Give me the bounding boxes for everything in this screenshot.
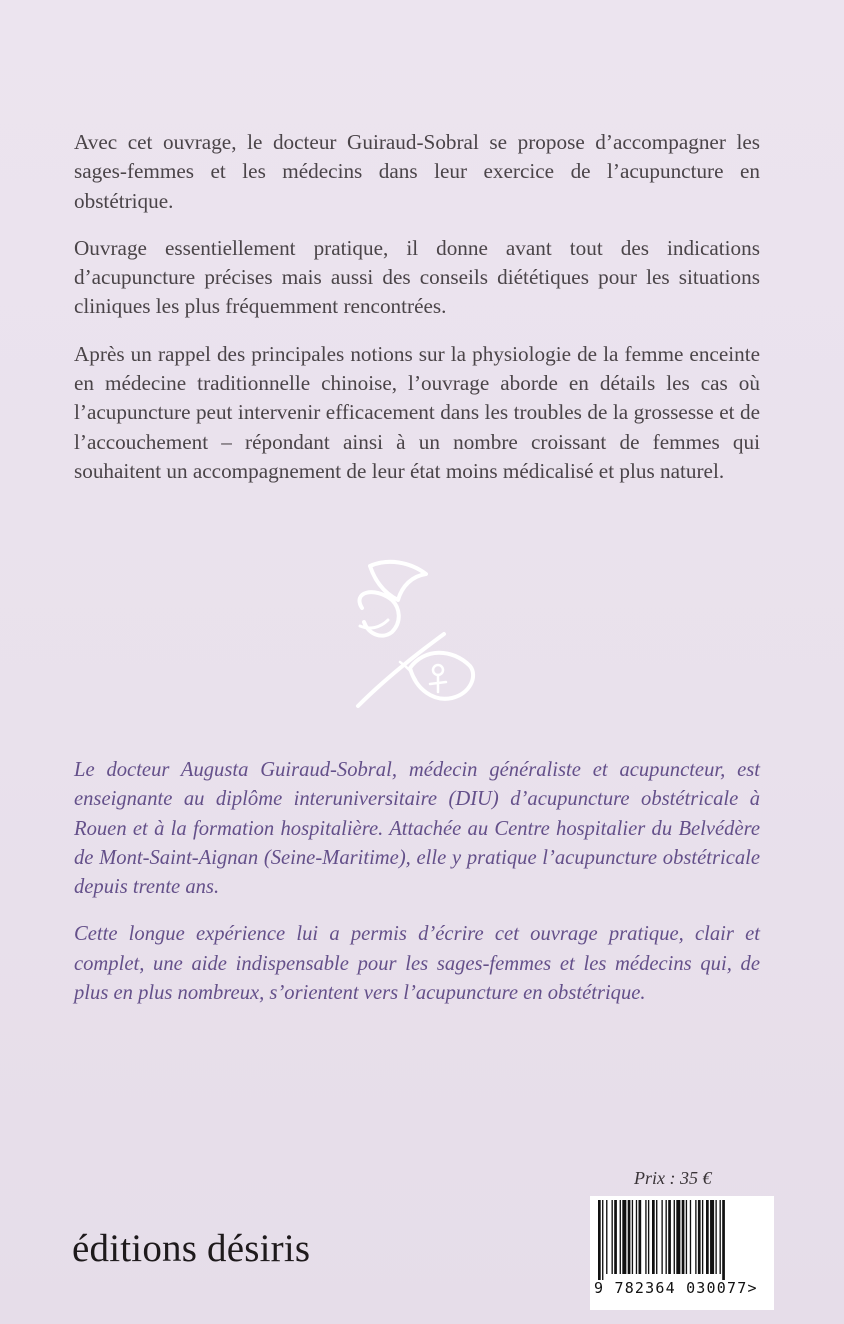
blurb-paragraph-1: Avec cet ouvrage, le docteur Guiraud-Sobral se propose d’accompagner les sages-femmes et les médecins dans leur exercice de l’acupuncture en obstétrique. (74, 130, 760, 213)
blurb-paragraph-2: Ouvrage essentiellement pratique, il donne avant tout des indications d’acupuncture précises mais aussi des conseils diététiques pour les situations cliniques les plus fréquemment rencontrées. (74, 235, 760, 319)
isbn-suffix: > (747, 1279, 758, 1297)
butterfly-flower-icon (340, 556, 490, 722)
bio-paragraph-2: Cette longue expérience lui a permis d’écrire cet ouvrage pratique, clair et complet, une aide indispensable pour les sages-femmes et les médecins qui, de plus en plus nombreux, s’orientent vers l’acupuncture en obstétrique. (74, 923, 760, 1005)
isbn-number (594, 1279, 770, 1297)
bio-paragraph-1: Le docteur Augusta Guiraud-Sobral, médecin généraliste et acupuncteur, est enseignante au diplôme interuniversitaire (DIU) d’acupuncture obstétricale à Rouen et à la formation hospitalière. Attachée au Centre hospitalier du Belvédère de Mont-Saint-Aignan (Seine-Maritime), elle y pratique l’acupuncture obstétricale depuis trente ans. (74, 759, 760, 899)
isbn-digits: 9 782364 030077 (594, 1279, 748, 1297)
blurb-paragraph-3: Après un rappel des principales notions sur la physiologie de la femme enceinte en médecine traditionnelle chinoise, l’ouvrage aborde en détails les cas où l’acupuncture peut intervenir efficacement dans les troubles de la grossesse et de l’accouchement – répondant ainsi à un nombre croissant de femmes qui souhaitent un accompagnement de leur état moins médicalisé et plus naturel. (74, 341, 760, 483)
publisher-name: éditions désiris (72, 1227, 311, 1270)
price-label: Prix : 35 € (634, 1168, 712, 1188)
blurb-section (74, 128, 760, 504)
author-bio-section (74, 756, 760, 1026)
